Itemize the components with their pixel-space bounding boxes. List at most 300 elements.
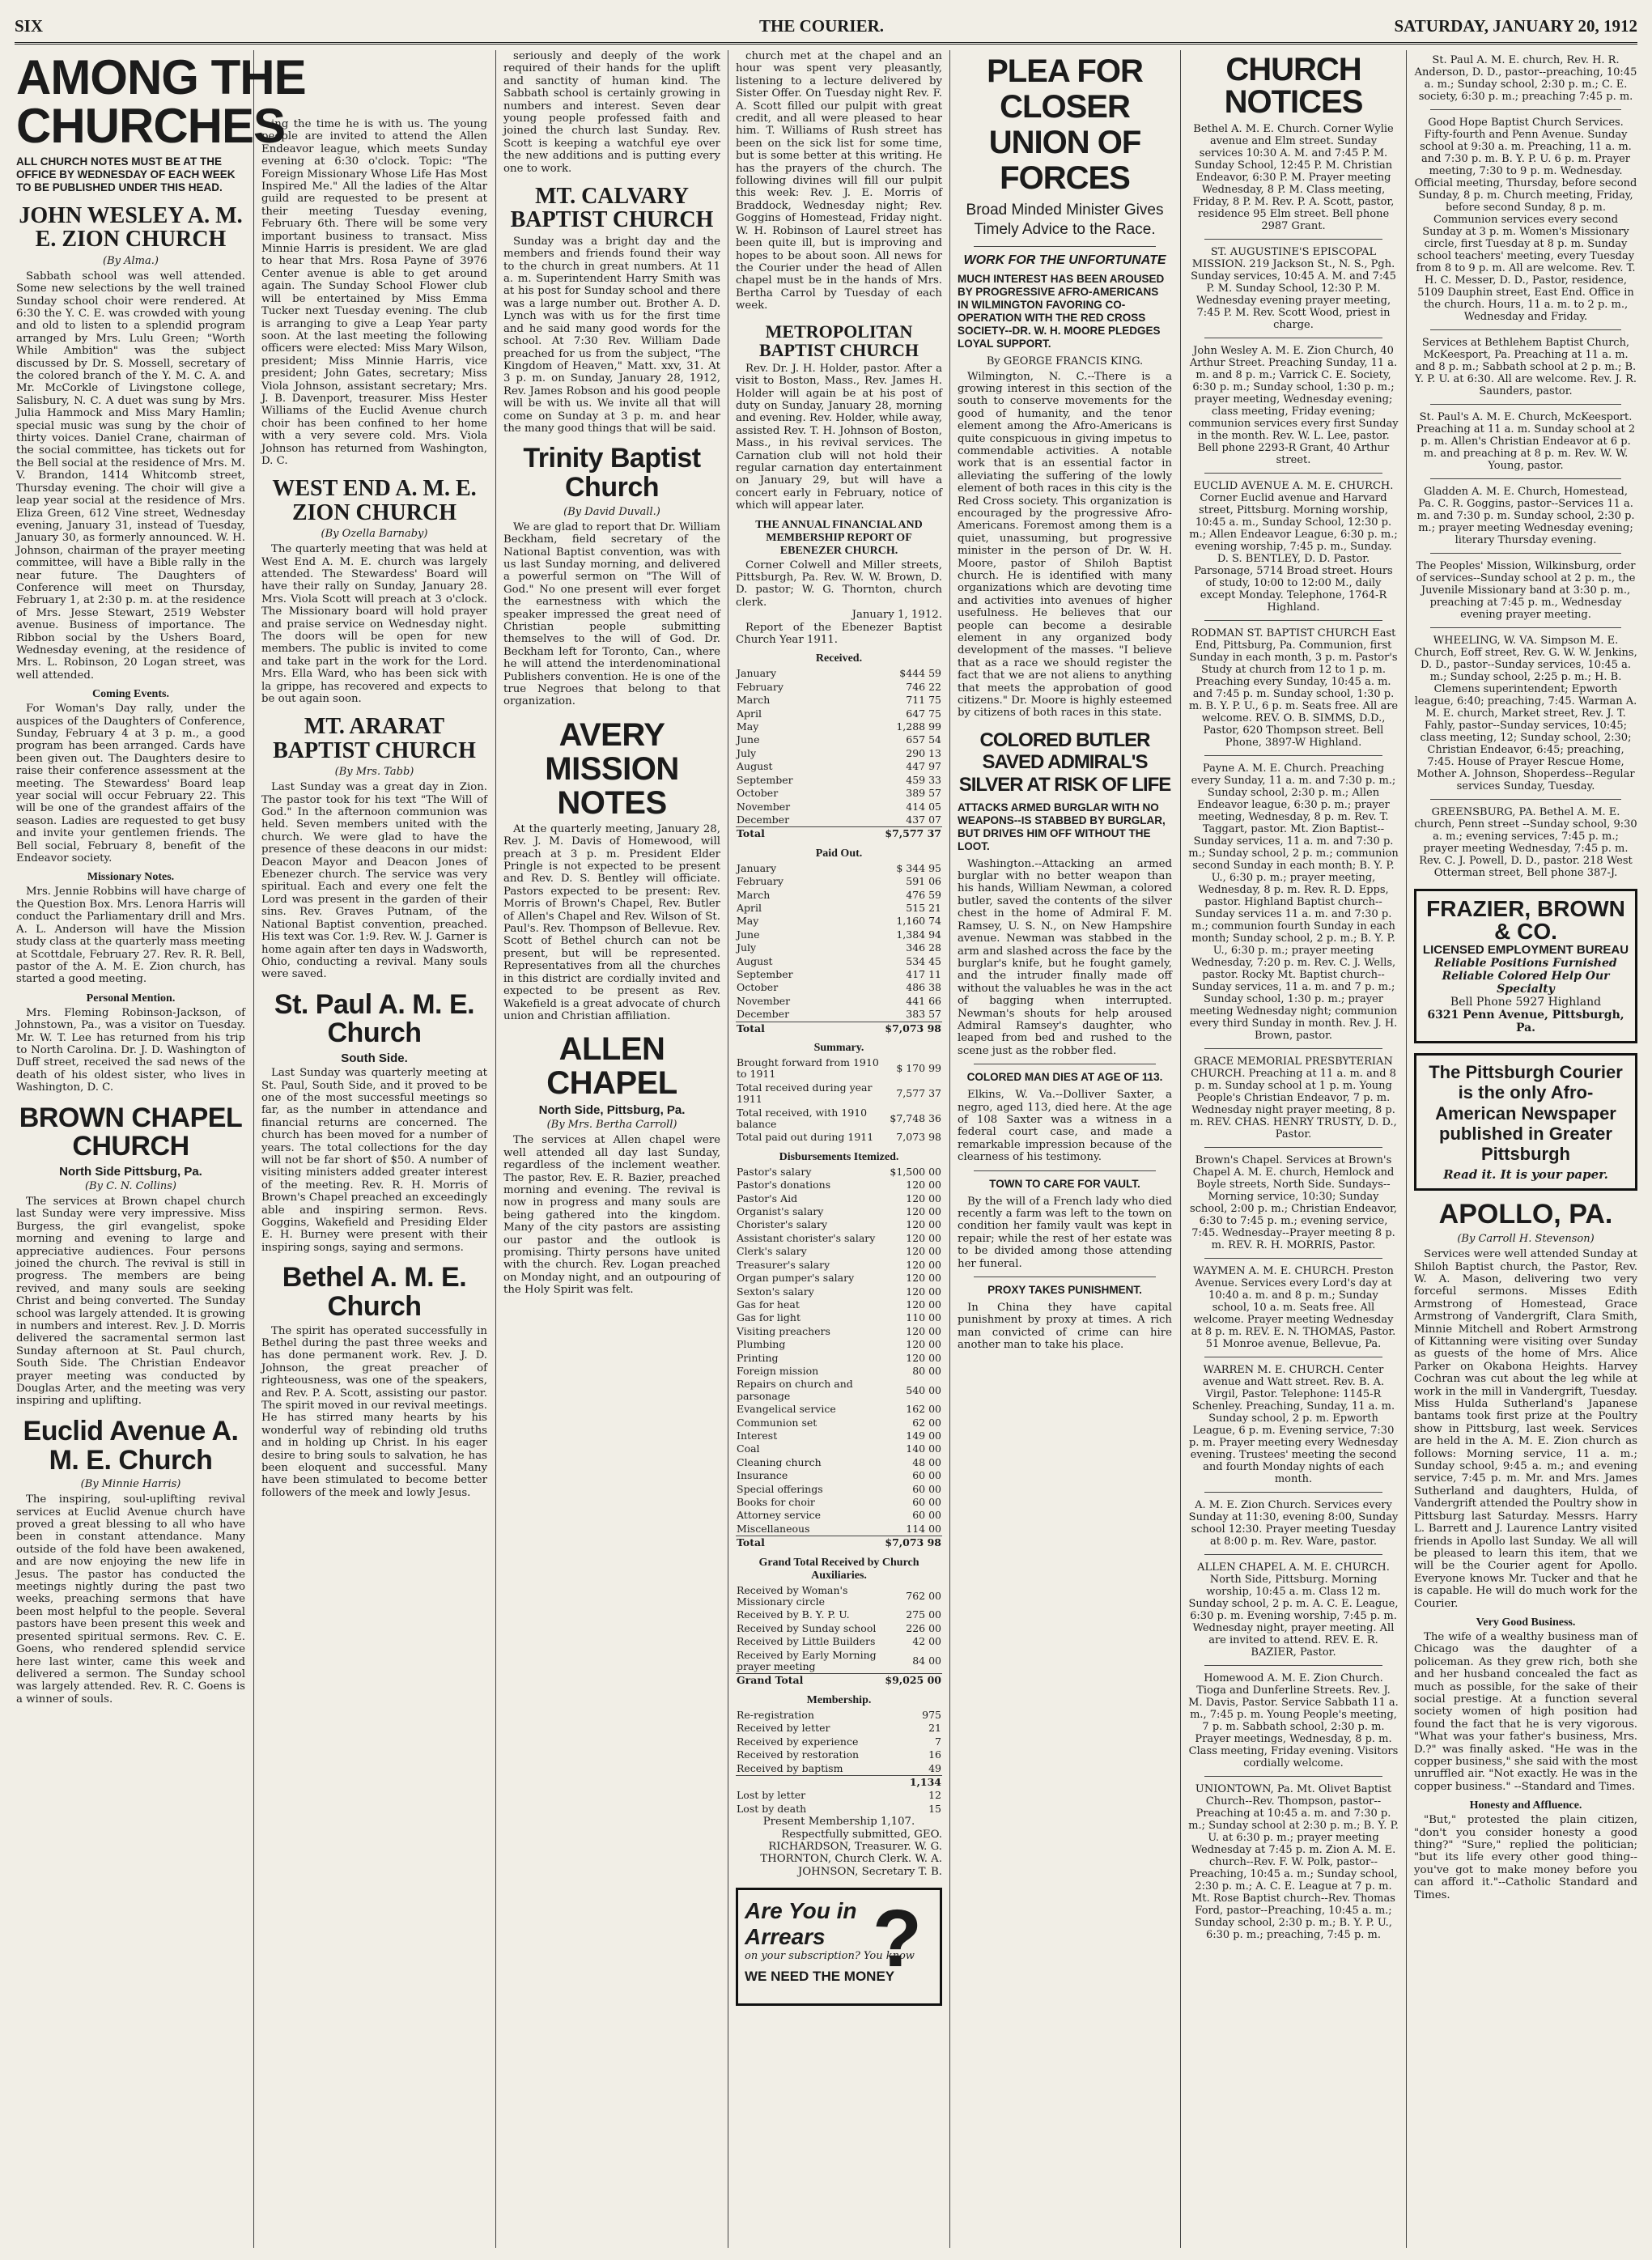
column-3 (503, 50, 720, 2248)
row-label: Pastor's donations (737, 1179, 831, 1192)
divider (1204, 239, 1382, 240)
row-amount: 62 00 (912, 1416, 941, 1429)
row-label: June (737, 733, 760, 746)
article-heading: MT. CALVARY BAPTIST CHURCH (510, 184, 714, 233)
row-amount: 120 00 (906, 1272, 941, 1285)
total-amount: $7,577 37 (839, 827, 942, 841)
row-amount: 275 00 (906, 1608, 941, 1621)
courier-promo-ad (1414, 1053, 1637, 1191)
row-amount: 346 28 (906, 941, 941, 954)
divider (1204, 1776, 1382, 1777)
table-row (736, 1285, 942, 1298)
table-heading: Grand Total Received by Church Auxiliaries. (758, 1556, 919, 1582)
divider (1204, 1665, 1382, 1666)
table-row (736, 1803, 942, 1816)
section-banner: CHURCH NOTICES (1224, 52, 1363, 120)
row-amount: 16 (928, 1748, 941, 1761)
table-row (736, 774, 942, 787)
row-label: Printing (737, 1351, 779, 1364)
article-body: church met at the chapel and an hour was spent very pleasantly, listening to a lecture delivered by Sister Offer. On Tuesday night Rev. F. A. Scott filled our pulpit with great credit, and all were pleased to hear him. T. Williams of Rush street has been on the sick list for some time, but is some better at this writing. He has the prayers of the church. The following divines will fill our pulpit this week: Rev. J. E. Morris of Braddock, Wednesday night; Rev. Goggins of Homestead, Friday night. W. H. Robinson of Laurel street has been quite ill, but is improving and hopes to be about soon. All news for the Courier under the head of Allen chapel must be in the hands of Mrs. Bertha Carrol by Tuesday of each week. (736, 50, 942, 312)
row-amount: 120 00 (906, 1324, 941, 1337)
row-amount: 389 57 (906, 787, 941, 800)
newspaper-title: THE COURIER. (759, 16, 885, 36)
table-row (736, 747, 942, 760)
row-label: Brought forward from 1910 to 1911 (737, 1056, 879, 1081)
report-intro: Report of the Ebenezer Baptist Church Year 1911. (736, 621, 942, 647)
article-heading: Honesty and Affluence. (1469, 1799, 1582, 1812)
table-row (736, 787, 942, 800)
table-row (736, 1365, 942, 1378)
row-label: September (737, 773, 793, 786)
table-row (736, 760, 942, 773)
row-label: Plumbing (737, 1338, 786, 1351)
article-heading: WEST END A. M. E. ZION CHURCH (272, 476, 477, 525)
row-amount: 534 45 (906, 954, 941, 967)
divider (1430, 478, 1621, 479)
total-label (736, 1775, 898, 1789)
table-row (736, 801, 942, 814)
article-body: ing the time he is with us. The young people are invited to attend the Allen Endeavor league, which meets Sunday evening at 6:30 o'clock. Topic: "The Foreign Missionary Whose Life Has Most Inspired Me." All the ladies of the Altar guild are requested to be present at their meeting Tuesday evening, February 6th. There will be some very important business to transact. Miss Minnie Harris is president. We are glad to hear that Mrs. Rosa Payne of 3976 Center avenue is able to get around again. The Sunday School Flower club will be entertained by Miss Emma Tucker next Tuesday evening. The club is arranging to give a Leap Year party soon. At the last meeting the following officers were elected: Miss Mary Wilson, president; Miss Minnie Harris, vice president; John Gates, secretary; Miss Viola Johnson, assistant secretary; Mrs. J. B. Davenport, treasurer. Miss Hester Williams of the Euclid Avenue church choir has been confined to her home with a very severe cold. Mrs. Viola Johnson has returned from Washington, D. C. (261, 118, 487, 467)
table-row (736, 1245, 942, 1258)
row-amount: 120 00 (906, 1192, 941, 1204)
row-label: Gas for light (737, 1311, 801, 1324)
row-label: Organ pumper's salary (737, 1272, 855, 1285)
row-label: Insurance (737, 1469, 788, 1482)
row-label: Received by Sunday school (737, 1621, 877, 1634)
divider (1204, 755, 1382, 756)
table-row (736, 955, 942, 968)
article-body: Mrs. Jennie Robbins will have charge of the Question Box. Mrs. Lenora Harris will conduct the Parliamentary drill and Mrs. A. L. Anderson will have the Mission study class at the quarterly mass meeting at Scottdale, February 27. Rev. R. R. Bell, pastor of the A. M. E. Zion church, has started a good meeting. (16, 886, 245, 986)
table-row (736, 1218, 942, 1231)
article-heading: Trinity Baptist Church (523, 443, 701, 503)
total-row (736, 827, 942, 841)
ad-headline: The Pittsburgh Courier is the only Afro-American Newspaper published in Greater Pittsburgh (1429, 1062, 1623, 1165)
table-row (736, 1311, 942, 1324)
church-notices-list (1188, 123, 1399, 1941)
row-label: Re-registration (737, 1708, 814, 1721)
total-label: Grand Total (736, 1674, 884, 1688)
row-label: August (737, 954, 773, 967)
byline: (By David Duvall.) (563, 505, 660, 518)
article-heading: METROPOLITAN BAPTIST CHURCH (758, 321, 919, 360)
article-heading: PROXY TAKES PUNISHMENT. (987, 1284, 1142, 1297)
article-heading: St. Paul A. M. E. Church (274, 988, 475, 1049)
table-row (736, 1584, 942, 1609)
article-subheading: North Side Pittsburg, Pa. (59, 1164, 202, 1179)
article-body: The wife of a wealthy business man of Chicago was the daughter of a policeman. As they grew rich, both she and her husband concealed the fact as much as possible, for the sake of their social prestige. At a function several society women of high position had found the fact that he is very vigorous. "What was your father's business, Mrs. D.?" was finally asked. "He was in the copper business," she said with the most unruffled air. "Not exactly. He was in the copper business." --Standard and Times. (1414, 1630, 1637, 1793)
auxiliaries-table (736, 1584, 942, 1688)
row-label: December (737, 813, 790, 826)
column-7 (1414, 50, 1637, 2248)
row-label: Special offerings (737, 1482, 823, 1495)
church-notice: Brown's Chapel. Services at Brown's Chapel A. M. E. church, Hemlock and Boyle streets, North Side. Sundays--Morning service, 10:30; Sunday school, 2:00 p. m.; Christian Endeavor, 6:30 to 7:45 p. m.; evening service, 7:45. Wednesday--Prayer meeting 8 p. m. REV. R. H. MORRIS, Pastor. (1189, 1154, 1397, 1251)
church-notice: WARREN M. E. CHURCH. Center avenue and Watt street. Rev. B. A. Virgil, Pastor. Telephone: 1145-R Schenley. Preaching, Sunday, 11 a. m. Sunday school, 2 p. m. Epworth League, 6 p. m. Evening service, 7:30 p. m. Prayer meeting every Wednesday evening. Trustees' meeting the second and fourth Monday nights of each month. (1188, 1364, 1399, 1485)
ad-headline: Are You in Arrears (745, 1898, 857, 1950)
article-lede: MUCH INTEREST HAS BEEN AROUSED BY PROGRESSIVE AFRO-AMERICANS IN WILMINGTON FAVORING CO-OPERATION WITH THE RED CROSS SOCIETY--DR. W. H. MOORE PLEDGES LOYAL SUPPORT. (958, 272, 1165, 350)
table-row (736, 694, 942, 707)
total-amount: 1,134 (898, 1775, 942, 1789)
article-subheading: Broad Minded Minister Gives Timely Advice to the Race. (966, 202, 1164, 238)
row-label: December (737, 1008, 790, 1021)
article-body: The services at Brown chapel church last Sunday were very impressive. Miss Burgess, the girl evangelist, spoke morning and evening to large and appreciative audiences. Four persons joined the church. The revival is still in progress. The members are being revived, and many souls are seeking Christ and being converted. The Sunday school was largely attended. It is growing in numbers and interest. Rev. J. D. Morris delivered the sacramental sermon last Sunday afternoon at St. Paul church, South Side. The Christian Endeavor prayer meeting was conducted by Douglas Arter, and the meeting was very inspiring and uplifting. (16, 1195, 245, 1408)
column-5 (958, 50, 1172, 2248)
row-label: February (737, 875, 784, 888)
church-notice: EUCLID AVENUE A. M. E. CHURCH. Corner Euclid avenue and Harvard street, Pittsburg. Morning worship, 10:45 a. m., Sunday School, 12:30 p. m.; Allen Endeavor League, 6:30 p. m.; evening worship, 7:45 p. m., Sunday. D. S. BENTLEY, D. D. Pastor. Parsonage, 5714 Broad street. Hours of study, 10:00 to 12:00 M., daily except Monday. Telephone, 1764-R Highland. (1189, 480, 1398, 614)
row-amount: 591 06 (906, 875, 941, 888)
article-body: We are glad to report that Dr. William Beckham, field secretary of the National Baptist convention, was with us last Sunday morning, and delivered a powerful sermon on "The Will of God." No one present will ever forget the earnestness with which the speaker impressed the great need of Christian people submitting themselves to the will of God. Dr. Beckham left for Toronto, Can., where he will attend the interdenominational Publishers convention. He is one of the true Negroes that belong to that organization. (503, 520, 720, 708)
row-amount: 120 00 (906, 1258, 941, 1271)
church-notice: RODMAN ST. BAPTIST CHURCH East End, Pittsburg, Pa. Communion, first Sunday in each month, 3 p. m. Pastor's Study at church from 12 to 1 p. m. Preaching every Sunday, 10:45 a. m. and 7:45 p. m. Sunday school, 1:30 p. m. B. Y. P. U., 6 p. m. Seats free. All are welcome. REV. O. B. SIMMS, D.D., Pastor, 620 Thompson street. Bell Phone, 3897-W Highland. (1188, 627, 1399, 749)
row-amount: 975 (922, 1708, 941, 1721)
article-body: The inspiring, soul-uplifting revival services at Euclid Avenue church have proved a great blessing to all who have been in constant attendance. Many outside of the fold have been awakened, and are now enjoying the new life in Jesus. The pastor has conducted the meetings nightly during the past two weeks, preaching sermons that have been most helpful to the people. Several pastors have been present this week and presented spiritual sermons. Rev. C. E. Goens, who rendered splendid service here last winter, came this week and delivered a sermon. The Sunday school was largely attended. Rev. R. C. Goens is a winner of souls. (16, 1493, 245, 1706)
table-row (736, 1789, 942, 1802)
table-row (736, 720, 942, 733)
table-row (736, 1298, 942, 1311)
table-row (736, 981, 942, 994)
ad-text: on your subscription? You know (745, 1950, 915, 1963)
row-amount: $ 344 95 (896, 861, 941, 874)
divider (1204, 1492, 1382, 1493)
section-banner: AMONG THE CHURCHES (16, 50, 306, 153)
article-subheading: WORK FOR THE UNFORTUNATE (963, 253, 1166, 267)
total-row (736, 1775, 942, 1789)
byline: (By Alma.) (103, 254, 159, 267)
row-label: Received by Early Morning prayer meeting (737, 1648, 877, 1673)
row-amount: 447 97 (906, 760, 941, 773)
row-amount: 114 00 (906, 1522, 941, 1535)
article-body: Sunday was a bright day and the members and friends found their way to the church in great numbers. At 11 a. m. Superintendent Harry Smith was at his post for Sunday school and there was a large number out. Brother A. D. Lynch was with us for the first time and he said many good words for the school. At 7:30 Rev. William Dade preached for us from the subject, "The Kingdom of Heaven," Matt. xxv, 31. At 3 p. m. on Sunday, January 28, 1912, Rev. James Robson and his good people will be with us. We invite all that will come on Sunday at 3 p. m. and hear the many good things that will be said. (503, 235, 720, 435)
issue-date: SATURDAY, JANUARY 20, 1912 (1394, 16, 1637, 36)
row-label: Books for choir (737, 1496, 815, 1508)
table-row (736, 1232, 942, 1245)
church-notice: WAYMEN A. M. E. CHURCH. Preston Avenue. Services every Lord's day at 10:40 a. m. and 8 p. m.; Sunday school, 10 a. m. Seats free. All welcome. Prayer meeting Wednesday at 8 p. m. REV. E. N. THOMAS, Pastor. 51 Monroe avenue, Bellevue, Pa. (1191, 1265, 1396, 1350)
table-row (736, 1259, 942, 1272)
article-body: seriously and deeply of the work required of their hands for the uplift and sanctity of human kind. The Sabbath school is certainly growing in numbers and interest. Seven dear young people professed faith and joined the church last Sunday. Rev. Scott is keeping a watchful eye over the new additions and is putting every one to work. (503, 50, 720, 175)
row-label: Lost by death (737, 1802, 807, 1815)
article-heading: BROWN CHAPEL CHURCH (19, 1102, 243, 1162)
divider (1430, 627, 1621, 628)
row-label: Attorney service (737, 1509, 822, 1522)
article-heading: AVERY MISSION NOTES (545, 716, 679, 821)
row-amount: 1,384 94 (896, 928, 941, 941)
row-label: July (737, 941, 757, 954)
row-label: Communion set (737, 1416, 818, 1429)
row-label: Lost by letter (737, 1789, 806, 1802)
report-signature: Respectfully submitted, GEO. RICHARDSON, Treasurer. W. G. THORNTON, Church Clerk. W. A. JOHNSON, Secretary T. B. (760, 1828, 942, 1878)
row-label: April (737, 901, 762, 914)
row-amount: 12 (928, 1789, 941, 1802)
article-body: For Woman's Day rally, under the auspices of the Daughters of Conference, Sunday, February 4 at 3 p. m., a good program has been arranged. Cards have been given out. The Daughters desire to raise their conference assessment at the meeting. The Stewardess' Board leap year social will occur February 22. This will be one of the grandest affairs of the season. Ladies are requested to get busy and invite your gentlemen friends. The Bell social, February 8, benefit of the Endeavor society. (16, 703, 245, 865)
subheading: Coming Events. (92, 688, 169, 701)
row-amount: 476 59 (906, 888, 941, 901)
total-amount: $9,025 00 (885, 1674, 941, 1687)
row-label: Received by restoration (737, 1748, 860, 1761)
table-row (736, 1456, 942, 1469)
byline: By GEORGE FRANCIS KING. (986, 355, 1144, 367)
article-heading: MT. ARARAT BAPTIST CHURCH (273, 714, 476, 763)
table-row (736, 1378, 942, 1403)
table-row (736, 968, 942, 981)
table-row (736, 1496, 942, 1509)
received-table (736, 667, 942, 840)
ad-text: WE NEED THE MONEY (745, 1969, 895, 1985)
table-row (736, 889, 942, 902)
row-amount: 120 00 (906, 1179, 941, 1192)
row-amount: 7,577 37 (896, 1087, 941, 1100)
ad-text: Reliable Positions Furnished Reliable Colored Help Our Specialty (1434, 957, 1617, 996)
row-amount: 120 00 (906, 1205, 941, 1218)
ad-headline: FRAZIER, BROWN & CO. (1426, 896, 1625, 944)
column-1 (16, 50, 306, 2248)
row-label: Sexton's salary (737, 1285, 814, 1298)
article-body: The quarterly meeting that was held at West End A. M. E. church was largely attended. The Stewardess' Board will have their rally on Sunday, January 28. Mrs. Viola Scott will preach at 3 o'clock. The Missionary board will hold prayer and praise service on Wednesday night. The doors will be open for new members. The public is invited to come and take part in the work for the Lord. Mrs. Ella Ward, who has been sick with la grippe, has recovered and expects to be out again soon. (261, 543, 487, 706)
table-row (736, 1762, 942, 1776)
row-amount: 84 00 (912, 1654, 941, 1667)
total-amount: $7,073 98 (885, 1536, 941, 1549)
table-row (736, 941, 942, 954)
byline: (By C. N. Collins) (84, 1179, 177, 1192)
table-row (736, 1748, 942, 1761)
row-label: Interest (737, 1429, 778, 1442)
total-amount: $7,073 98 (839, 1022, 942, 1035)
table-row (736, 707, 942, 720)
column-2 (261, 118, 487, 2248)
row-label: February (737, 680, 784, 693)
row-label: September (737, 967, 793, 980)
church-notice: The Peoples' Mission, Wilkinsburg, order of services--Sunday school at 2 p. m., the Juvenile Missionary band at 3:30 p. m., preaching at 7:45 p. m., Wednesday evening prayer meeting. (1416, 560, 1636, 621)
total-row (736, 1536, 942, 1550)
row-label: Gas for heat (737, 1298, 800, 1311)
table-row (736, 814, 942, 827)
article-body: The spirit has operated successfully in Bethel during the past three weeks and has done permanent work. Rev. J. D. Johnson, the great preacher of righteousness, was one of the speakers, and Rev. P. A. Scott, assisting our pastor. The spirit moved in our revival meetings. He has stirred many hearts by his wonderful way of rebinding old truths and in holding up Christ. In his eager desire to bring souls to salvation, he has been eloquent and successful. Many have been stimulated to become better followers of the meek and lowly Jesus. (261, 1324, 487, 1499)
table-row (736, 1403, 942, 1416)
table-heading: Summary. (813, 1042, 864, 1054)
row-label: Foreign mission (737, 1364, 819, 1377)
row-amount: 1,160 74 (896, 915, 941, 928)
table-row (736, 928, 942, 941)
church-notice: Homewood A. M. E. Zion Church. Tioga and Dunferline Streets. Rev. J. M. Davis, Pastor. Service Sabbath 11 a. m., 7:45 p. m. Young People's meeting, 7 p. m. Sabbath school, 2:30 p. m. Prayer meetings, Wednesday, 8 p. m. Class meeting, Friday evening. Visitors cordially welcome. (1188, 1672, 1399, 1769)
article-lede: ATTACKS ARMED BURGLAR WITH NO WEAPONS--IS STABBED BY BURGLAR, BUT DRIVES HIM OFF WITHOUT THE LOOT. (958, 801, 1166, 852)
byline: (By Mrs. Bertha Carroll) (546, 1119, 677, 1132)
article-heading: COLORED BUTLER SAVED ADMIRAL'S SILVER AT RISK OF LIFE (958, 729, 1171, 797)
report-heading: THE ANNUAL FINANCIAL AND MEMBERSHIP REPORT OF EBENEZER CHURCH. (755, 518, 923, 557)
table-row (736, 1649, 942, 1674)
row-label: Assistant chorister's salary (737, 1231, 876, 1244)
row-label: October (737, 787, 779, 800)
row-amount: 21 (928, 1722, 941, 1735)
table-row (736, 1325, 942, 1338)
table-row (736, 1417, 942, 1429)
row-label: November (737, 994, 791, 1007)
row-amount: 149 00 (906, 1429, 941, 1442)
article-heading: APOLLO, PA. (1438, 1199, 1613, 1230)
row-label: Repairs on church and parsonage (737, 1378, 853, 1402)
divider (1430, 799, 1621, 800)
church-notice: ST. AUGUSTINE'S EPISCOPAL MISSION. 219 Jackson St., N. S., Pgh. Sunday services, 10:45 A. M. and 7:45 P. M. Sunday School, 12:30 P. M. Wednesday evening prayer meeting, 7:45 P. M. Rev. Scott Wood, priest in charge. (1191, 246, 1396, 331)
table-row (736, 1622, 942, 1635)
church-notice: John Wesley A. M. E. Zion Church, 40 Arthur Street. Preaching Sunday, 11 a. m. and 8 p. m.; Varrick C. E. Society, 6:30 p. m.; Sunday school, 1:30 p. m.; prayer meeting, Wednesday evening; class meeting, Friday evening; communion services every first Sunday in the month. Rev. W. L. Lee, pastor. Bell phone 2293-R Grant, 40 Arthur street. (1188, 345, 1399, 466)
church-notice: Gladden A. M. E. Church, Homestead, Pa. C. R. Goggins, pastor--Services 11 a. m. and 7:30 p. m. Sunday school, 2:30 p. m.; prayer meeting Wednesday evening; literary Thursday evening. (1416, 486, 1635, 546)
row-amount: 711 75 (906, 694, 941, 707)
divider (1204, 620, 1382, 621)
table-row (736, 733, 942, 746)
row-amount: 42 00 (912, 1635, 941, 1648)
divider (1204, 1258, 1382, 1259)
row-amount: 762 00 (906, 1589, 941, 1602)
table-row (736, 1081, 942, 1107)
row-amount: 60 00 (912, 1482, 941, 1495)
row-label: Organist's salary (737, 1205, 824, 1218)
row-label: Evangelical service (737, 1403, 836, 1416)
article-subheading: South Side. (341, 1051, 408, 1066)
row-amount: 515 21 (906, 901, 941, 914)
row-label: May (737, 915, 759, 928)
table-row (736, 1352, 942, 1365)
row-label: Miscellaneous (737, 1522, 810, 1535)
membership-table (736, 1709, 942, 1816)
row-label: January (737, 861, 777, 874)
table-heading: Disbursements Itemized. (779, 1150, 899, 1163)
article-subheading: North Side, Pittsburg, Pa. (538, 1103, 686, 1118)
article-heading: TOWN TO CARE FOR VAULT. (989, 1177, 1140, 1190)
row-label: Chorister's salary (737, 1218, 828, 1231)
church-notice: St. Paul's A. M. E. Church, McKeesport. Preaching at 11 a. m. Sunday school at 2 p. m. Allen's Christian Endeavor at 6 p. m. and preaching at 8 p. m. Rev. W. W. Young, pastor. (1416, 411, 1636, 472)
row-amount: 441 66 (906, 994, 941, 1007)
row-label: April (737, 707, 762, 720)
row-amount: 60 00 (912, 1469, 941, 1482)
church-notice: GREENSBURG, PA. Bethel A. M. E. church, Penn street --Sunday school, 9:30 a. m.; evening services, 7:45 p. m.; prayer meeting Wednesday, 7:45 p. m. Rev. C. J. Powell, D. D., pastor. 218 West Otterman street, Bell phone 387-J. (1414, 806, 1637, 879)
table-heading: Paid Out. (815, 847, 863, 860)
byline: (By Mrs. Tabb) (334, 766, 414, 779)
table-row (736, 995, 942, 1008)
total-row (736, 1022, 942, 1035)
table-row (736, 1483, 942, 1496)
row-label: Visiting preachers (737, 1324, 830, 1337)
row-label: Cleaning church (737, 1455, 822, 1468)
report-intro: Corner Colwell and Miller streets, Pittsburgh, Pa. Rev. W. W. Brown, D. D. pastor; W. G. Thornton, church clerk. (736, 559, 942, 609)
table-row (736, 1469, 942, 1482)
row-amount: 486 38 (906, 981, 941, 994)
table-row (736, 862, 942, 875)
divider (974, 246, 1156, 247)
table-heading: Membership. (806, 1693, 872, 1706)
total-row (736, 1674, 942, 1688)
article-body: Last Sunday was a great day in Zion. The pastor took for his text "The Will of God." In the afternoon communion was held. Seven members united with the church. We were glad to have the presence of these deacons in our midst: Deacon Mayor and Deacon Jones of Ebenezer church. The service was very spiritual. Each and every one felt the Lord was present in the garden of their sins. Rev. Graves Putnam, of the National Baptist convention, preached. His text was Cor. 1:9. Rev. W. J. Garner is home again after ten days in Wadsworth, Ohio, conducting a revival. Many souls were saved. (261, 781, 487, 981)
church-notices-list (1414, 54, 1637, 879)
divider (1430, 404, 1621, 405)
divider (1204, 473, 1382, 474)
church-notice: UNIONTOWN, Pa. Mt. Olivet Baptist Church--Rev. Thompson, pastor--Preaching at 10:45 a. m. and 7:30 p. m.; Sunday school at 2:30 p. m.; B. Y. P. U. at 6:30 p. m.; prayer meeting Wednesday at 7:45 p. m. Zion A. M. E. church--Rev. F. W. Polk, pastor--Preaching, 10:45 a. m.; Sunday school, 2:30 p. m.; A. C. E. League at 7 p. m. Mt. Rose Baptist church--Rev. Thomas Ford, pastor--Preaching, 10:45 a. m.; Sunday school, 2:30 p. m.; B. Y. P. U., 6:30 p. m.; preaching, 7:45 p. m. (1188, 1783, 1399, 1941)
present-membership: Present Membership 1,107. (762, 1816, 915, 1829)
row-label: May (737, 720, 759, 733)
table-row (736, 875, 942, 888)
table-row (736, 1709, 942, 1722)
column-rule (1406, 50, 1407, 2248)
article-heading: JOHN WESLEY A. M. E. ZION CHURCH (19, 203, 243, 253)
row-amount: 459 33 (906, 773, 941, 786)
summary-table (736, 1056, 942, 1145)
total-label: Total (736, 1022, 839, 1035)
table-row (736, 902, 942, 915)
article-heading: Euclid Avenue A. M. E. Church (23, 1415, 239, 1476)
row-amount: 647 75 (906, 707, 941, 720)
article-body: Services were well attended Sunday at Shiloh Baptist church, the Pastor, Rev. W. A. Mason, delivering two very forceful sermons. Misses Edith Armstrong of Homestead, Grace Armstrong of Vandergrift, Clara Smith, Minnie Mitchell and Robert Armstrong of Kittanning were visiting over Sunday as guests of the home of Mrs. Alice Parker on Okabona Heights. Harvey Cochran was cut about the leg while at work in the mill in Vandergrift, Tuesday. Miss Hulda Sutherland's Japanese bantams took first prize at the Poultry show in Pittsburg, last week. Services are held in the A. M. E. Zion church as follows: Morning service, 11 a. m.; Sunday school, 9:45 a. m.; and evening service, 7:45 p. m. Mr. and Mrs. James Sutherland and daughters, Hulda, of Vandergrift attended the Poultry show in Pittsburg last Saturday. Messrs. Harry L. Barrett and J. Laurence Lantry visited friends in Apollo last Sunday. We all will be pleased to learn this item, that we will be the Courier agent for Apollo. Everyone knows Mr. Tucker and that he is capable. He will do much work for the Courier. (1414, 1248, 1637, 1610)
row-amount: 437 07 (906, 813, 941, 826)
article-heading: PLEA FOR CLOSER UNION OF FORCES (987, 53, 1143, 196)
article-body: "But," protested the plain citizen, "don't you consider honesty a good thing?" "Sure," replied the politician; "but its life every other good thing--you've got to make money before you can afford it."--Catholic Standard and Times. (1414, 1814, 1637, 1901)
byline: (By Carroll H. Stevenson) (1457, 1233, 1595, 1246)
table-row (736, 1205, 942, 1218)
church-notice: Services at Bethlehem Baptist Church, McKeesport, Pa. Preaching at 11 a. m. and 8 p. m.; Sabbath school at 2 p. m.; B. Y. P. U. at 6:30. All are welcome. Rev. J. R. Saunders, pastor. (1414, 337, 1637, 397)
row-label: Received by experience (737, 1735, 859, 1748)
table-row (736, 667, 942, 680)
article-body: Rev. Dr. J. H. Holder, pastor. After a visit to Boston, Mass., Rev. James H. Holder will again be at his post of duty on Sunday, January 28, morning and evening. Rev. Holder, while away, assisted Rev. T. H. Johnson of Boston, Mass., in his revival services. The Carnation club will not hold their regular carnation day entertainment on January 29, but will have a concert early in February, notice of which will appear later. (736, 362, 942, 512)
column-4 (736, 50, 942, 2248)
table-row (736, 1131, 942, 1144)
row-label: Received by baptism (737, 1761, 843, 1774)
article-body: Wilmington, N. C.--There is a growing interest in this section of the south to conserve movements for the good of humanity, and the tenor element among the Afro-Americans is quite conspicuous in giving impetus to commendable activities. A notable work that is an essential factor in alleviating the suffering of the lowly element of both races in this city is the Red Cross society. This organization is encouraged by the progressive Afro-Americans. Foremost among them is a quiet, unassuming, but progressive minister in the person of Dr. W. H. Moore, pastor of Shiloh Baptist church. He is identified with many organizations which are devoting time and activities into avenues of higher usefulness. He believes that our people can become a desirable element in any organized body development of the masses. "I believe that as a race we should register the fact that we are not aliens to anything that meets the approbation of good citizens." Dr. Moore is highly esteemed by citizens of both races in this state. (958, 370, 1172, 720)
divider (974, 1170, 1156, 1171)
article-body: Washington.--Attacking an armed burglar with no better weapon than his hands, William Newman, a colored butler, saved the contents of the silver chest in the home of Admiral F. M. Ramsey, U. S. N., on New Hampshire avenue. Newman was stabbed in the arm and slashed across the face by the burglar's knife, but he fought gamely, and the intruder finally made off without the valuables he was in the act of bagging when interrupted. Newman's shouts for help aroused Admiral Ramsey's daughter, who leaped from bed and rushed to the scene just as the robber fled. (958, 857, 1172, 1057)
row-label: Received by Woman's Missionary circle (737, 1583, 848, 1608)
article-heading: COLORED MAN DIES AT AGE OF 113. (966, 1071, 1163, 1084)
divider (1430, 553, 1621, 554)
row-amount: 120 00 (906, 1245, 941, 1258)
row-label: Received by letter (737, 1722, 830, 1735)
question-mark-icon: ? (872, 1893, 922, 1985)
row-amount: 140 00 (906, 1442, 941, 1455)
masthead (15, 10, 1637, 45)
byline: (By Ozella Barnaby) (321, 528, 428, 541)
row-amount: 162 00 (906, 1403, 941, 1416)
row-amount: 1,288 99 (896, 720, 941, 733)
row-label: January (737, 667, 777, 680)
row-amount: $7,748 36 (890, 1111, 941, 1124)
disbursements-table (736, 1166, 942, 1550)
divider (1430, 109, 1621, 110)
church-notice: Good Hope Baptist Church Services. Fifty-fourth and Penn Avenue. Sunday school at 9:30 a. m. Preaching, 11 a. m. and 7:30 p. m. B. Y. P. U. 6 p. m. Prayer meeting, 7:30 to 9 p. m. Wednesday. Official meeting, Thursday, before second Sunday, 8 p. m. Church meeting, Friday, before second Sunday, 8 p. m. Communion services every second Sunday at 3 p. m. Women's Missionary circle, first Tuesday at 8 p. m. Sunday school teachers' meeting, every Tuesday from 8 to 9 p. m. All are welcome. Rev. T. H. C. Messer, D. D., Pastor, residence, 5109 Dauphin street, East End. Office in the church. Hours, 11 a. m. to 2 p. m., Wednesday and Friday. (1414, 117, 1637, 323)
submission-notice: ALL CHURCH NOTES MUST BE AT THE OFFICE BY WEDNESDAY OF EACH WEEK TO BE PUBLISHED UNDER THIS HEAD. (16, 155, 236, 193)
article-body: Mrs. Fleming Robinson-Jackson, of Johnstown, Pa., was a visitor on Tuesday. Mr. W. T. Lee has returned from his trip to North Carolina. Dr. J. D. Washington of Duff street, received the sad news of the death of his oldest sister, who lives in Washington, D. C. (16, 1006, 245, 1094)
page-number: SIX (15, 16, 44, 36)
row-label: Total received during year 1911 (737, 1081, 873, 1106)
row-amount: 417 11 (906, 967, 941, 980)
column-rule (1180, 50, 1181, 2248)
church-notice: GRACE MEMORIAL PRESBYTERIAN CHURCH. Preaching at 11 a. m. and 8 p. m. Sunday school at 1 p. m. Young People's Christian Endeavor, 7 p. m. Wednesday night prayer meeting, 8 p. m. REV. CHAS. HENRY TRUSTY, D. D., Pastor. (1190, 1056, 1397, 1141)
total-label: Total (736, 827, 839, 841)
subheading: Missionary Notes. (87, 871, 175, 884)
row-label: August (737, 760, 773, 773)
row-amount: $ 170 99 (896, 1062, 941, 1075)
table-heading: Received. (815, 652, 863, 665)
row-label: Received by Little Builders (737, 1635, 876, 1648)
church-notice: ALLEN CHAPEL A. M. E. CHURCH. North Side, Pittsburg. Morning worship, 10:45 a. m. Class 12 m. Sunday school, 2 p. m. A. C. E. League, 6:30 p. m. Evening worship, 7:45 p. m. Wednesday night, prayer meeting. All are invited to attend. REV. E. R. BAZIER, Pastor. (1188, 1561, 1399, 1659)
article-heading: Bethel A. M. E. Church (282, 1262, 467, 1322)
row-amount: 120 00 (906, 1218, 941, 1231)
row-amount: $444 59 (899, 667, 941, 680)
row-amount: 7 (935, 1735, 941, 1748)
table-row (736, 681, 942, 694)
row-amount: 657 54 (906, 733, 941, 746)
article-heading: ALLEN CHAPEL (546, 1031, 677, 1102)
column-rule (495, 50, 496, 2248)
total-label: Total (736, 1536, 884, 1550)
table-row (736, 1722, 942, 1735)
row-amount: 226 00 (906, 1621, 941, 1634)
article-body: Elkins, W. Va.--Dolliver Saxter, a negro, aged 113, died here. At the age of 108 Saxter was a witness in a federal court case, and made a remarkable impression because of the clearness of his testimony. (958, 1089, 1172, 1164)
church-notice: A. M. E. Zion Church. Services every Sunday at 11:30, evening 8:00, Sunday school 12:30. Prayer meeting Tuesday at 8:00 p. m. Rev. Ware, pastor. (1188, 1499, 1399, 1548)
row-amount: 15 (928, 1802, 941, 1815)
